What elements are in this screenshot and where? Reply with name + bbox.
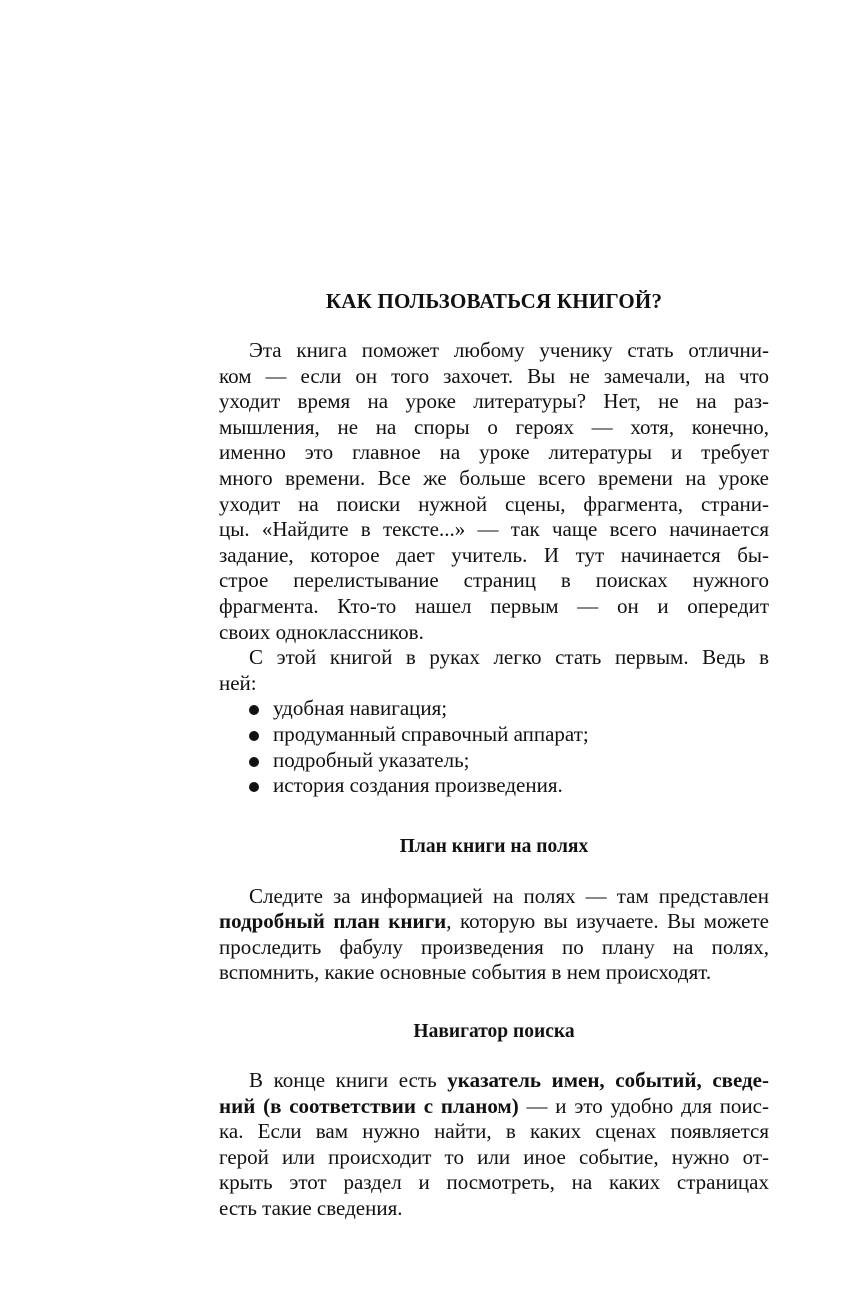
list-item: подробный указатель; bbox=[219, 748, 769, 774]
plan-line: подробный план книги, которую вы изучаете. Вы можете bbox=[219, 909, 769, 934]
page-title: КАК ПОЛЬЗОВАТЬСЯ КНИГОЙ? bbox=[325, 289, 663, 313]
intro-line: много времени. Все же больше всего времени на уроке bbox=[219, 465, 769, 490]
navigator-paragraph bbox=[219, 1068, 769, 1222]
page-content bbox=[219, 288, 769, 1222]
section-heading-navigator: Навигатор поиска bbox=[413, 1021, 575, 1043]
second-line: С этой книгой в руках легко стать первым. Ведь в bbox=[249, 645, 769, 670]
intro-line: именно это главное на уроке литературы и требует bbox=[219, 440, 769, 465]
intro-line: цы. «Найдите в тексте...» — так чаще всего начинается bbox=[219, 517, 769, 542]
intro-line: своих одноклассников. bbox=[219, 619, 424, 644]
nav-emphasis: ний (в соответствии с планом) bbox=[219, 1093, 519, 1118]
plan-emphasis: подробный план книги bbox=[219, 909, 447, 934]
nav-line: ний (в соответствии с планом) — и это удобно для поис- bbox=[219, 1093, 769, 1118]
plan-line: проследить фабулу произведения по плану на полях, bbox=[219, 934, 769, 959]
list-item: удобная навигация; bbox=[219, 696, 769, 722]
plan-line: Следите за информацией на полях — там представлен bbox=[249, 883, 769, 908]
plan-line: вспомнить, какие основные события в нем происходят. bbox=[219, 960, 712, 985]
plan-paragraph bbox=[219, 884, 769, 986]
intro-line: уходит на поиски нужной сцены, фрагмента, страни- bbox=[219, 491, 769, 516]
nav-line: герой или происходит то или иное событие, нужно от- bbox=[219, 1144, 769, 1169]
bullet-icon bbox=[249, 757, 259, 767]
intro-line: мышления, не на споры о героях — хотя, конечно, bbox=[219, 414, 769, 439]
intro-line: задание, которое дает учитель. И тут начинается бы- bbox=[219, 542, 769, 567]
second-line: ней: bbox=[219, 670, 257, 695]
list-item: продуманный справочный аппарат; bbox=[219, 722, 769, 748]
intro-paragraph bbox=[219, 338, 769, 645]
nav-line: ка. Если вам нужно найти, в каких сценах появляется bbox=[219, 1119, 769, 1144]
intro-line: строе перелистывание страниц в поисках нужного bbox=[219, 568, 769, 593]
intro-line: уходит время на уроке литературы? Нет, не на раз- bbox=[219, 389, 769, 414]
intro-line: Эта книга поможет любому ученику стать отлични- bbox=[249, 338, 769, 362]
nav-line: В конце книги есть указатель имен, событий, сведе- bbox=[249, 1068, 769, 1093]
nav-line: крыть этот раздел и посмотреть, на каких страницах bbox=[219, 1170, 769, 1195]
bullet-icon bbox=[249, 731, 259, 741]
nav-line: есть такие сведения. bbox=[219, 1196, 403, 1221]
list-item: история создания произведения. bbox=[219, 773, 769, 799]
intro-line: ком — если он того захочет. Вы не замечали, на что bbox=[219, 363, 769, 388]
nav-emphasis: указатель имен, событий, сведе- bbox=[447, 1068, 769, 1093]
section-heading-plan: План книги на полях bbox=[399, 835, 589, 857]
intro-line: фрагмента. Кто-то нашел первым — он и опередит bbox=[219, 593, 769, 618]
feature-list bbox=[219, 696, 769, 798]
second-paragraph bbox=[219, 645, 769, 696]
